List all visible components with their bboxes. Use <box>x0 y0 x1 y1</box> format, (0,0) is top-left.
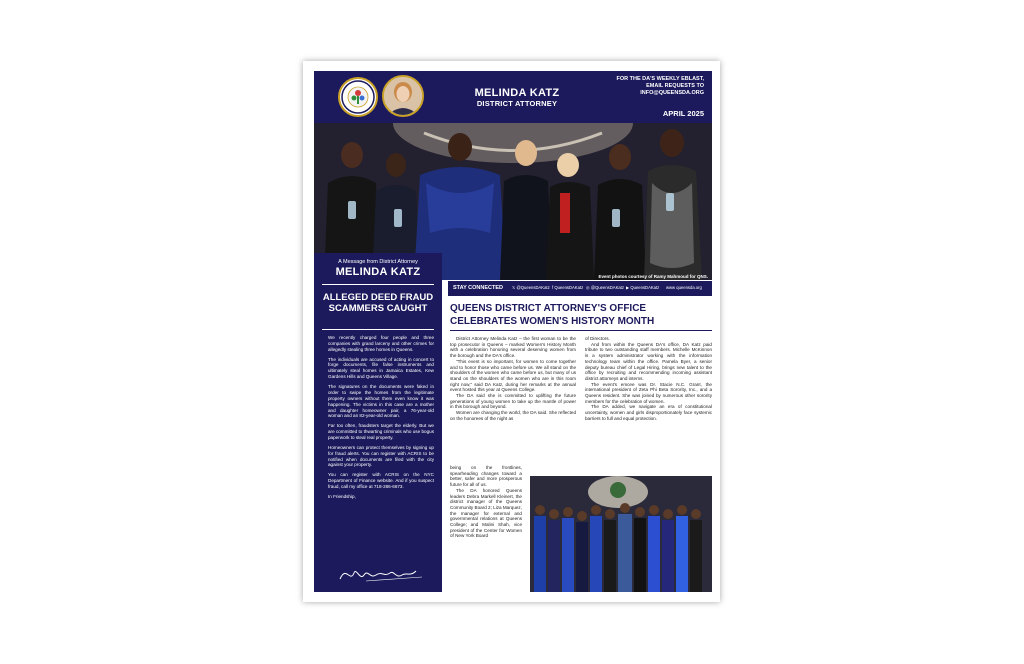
youtube-link[interactable]: ▶ QueensDAKatz <box>626 285 660 290</box>
article-paragraph: The DA honored Queens leaders Debra Markell Kleinert, the district manager of the Queens Community Board 2; Liza Marquez, the manager for external and governmental relations at Queens College; and Malini Shah, vice president of the Center for Women of New York Board <box>450 487 522 539</box>
stay-connected-bar <box>448 281 712 296</box>
photo-credit: Event photos courtesy of Ramy Mahmoud for QNS. <box>598 274 708 279</box>
message-paragraph: Far too often, fraudsters target the elderly. But we are committed to thwarting criminals who use bogus paperwork to steal real property. <box>328 423 434 440</box>
header-name: MELINDA KATZ <box>474 87 560 99</box>
article-column-1 <box>450 336 576 422</box>
article-paragraph: "This event is so important, for women to come together and to honor those who came before us. We all stand on the shoulders of the women who came before us, but many of us stand on the shoulders of the women who are in this room right now," said DA Katz, during her remarks at the annual event hosted this year at Queens College. <box>450 358 576 393</box>
article-paragraph: being on the frontlines, spearheading changes toward a better, safer and more prosperous future for all of us. <box>450 465 522 488</box>
x-icon: 𝕏 <box>512 285 517 290</box>
divider <box>322 284 434 285</box>
message-kicker: A Message from District Attorney <box>338 259 418 265</box>
message-body <box>328 335 434 503</box>
message-paragraph: You can register with ACRIS on the NYC Department of Finance website. And if you suspect fraud, call my office at 718-286-6673. <box>328 472 434 489</box>
website-link[interactable]: www queensda.org <box>666 285 702 290</box>
header-note-line: EMAIL REQUESTS TO <box>646 83 704 89</box>
message-signoff: In Friendship, <box>328 493 356 499</box>
message-paragraph: Homeowners can protect themselves by signing up for fraud alerts. You can register with ACRIS to be notified when documents are filed with the city against your property. <box>328 444 434 468</box>
article-paragraph: District Attorney Melinda Katz – the first woman to be the top prosecutor in Queens – marked Women's History Month with a celebration honoring several deserving women from the borough and the DA's office. <box>450 336 576 359</box>
article-headline <box>450 303 712 328</box>
article-column-1-continued <box>450 465 522 539</box>
article-headline-line: CELEBRATES WOMEN'S HISTORY MONTH <box>450 315 655 327</box>
article-paragraph: The DA added, we navigate an era of constitutional uncertainty, women and girls disproportionately face systemic barriers to full and equal protection. <box>585 404 712 421</box>
message-paragraph: We recently charged four people and three companies with grand larceny and other crimes for allegedly stealing three homes in Queens. <box>328 335 434 352</box>
web-icon: www <box>666 285 677 290</box>
instagram-link[interactable]: ◎ @QueensDAKatz <box>586 285 624 290</box>
article-headline-line: QUEENS DISTRICT ATTORNEY'S OFFICE <box>450 303 647 314</box>
message-paragraph: The signatures on the documents were faked in order to swipe the homes from the legitimate property owners without them even know it was happening. The victims in this case are a mother and daughter homeowner pair, a 76-year-old woman and an 82-year-old woman. <box>328 383 434 419</box>
article-paragraph: And from within the Queens DA's office, DA Katz paid tribute to two outstanding staff members. Michelle McKinnon is a system administrator working with the information technology team within the office. Pamela Byer, a senior deputy bureau chief of Legal Hiring, brings new talent to the office by recruiting and recommending incoming assistant district attorneys and interns. <box>585 341 712 381</box>
stay-connected-label: STAY CONNECTED <box>453 285 504 291</box>
newsletter-header <box>314 71 712 123</box>
da-portrait-photo <box>382 75 424 117</box>
da-seal-logo <box>338 77 378 117</box>
group-photo-sorority <box>530 476 712 592</box>
facebook-icon: f <box>552 285 555 290</box>
x-twitter-link[interactable]: 𝕏 @QueensDAKatz <box>512 285 550 290</box>
article-paragraph: The DA said she is committed to uplifting the future generations of young women to take up the mantle of power in this borough and beyond. <box>450 393 576 410</box>
header-email-note <box>584 76 704 97</box>
message-headline: ALLEGED DEED FRAUD SCAMMERS CAUGHT <box>322 292 434 314</box>
article-paragraph: The event's emcee was Dr. Stacie N.C. Grant, the international president of Zeta Phi Beta Sorority, Inc., and a Queens resident. She was joined by numerous other sorority members for the celebration of women. <box>585 381 712 404</box>
divider <box>322 329 434 330</box>
message-paragraph: The individuals are accused of acting in concert to forge documents, file false instruments and ultimately steal homes in Jamaica Estates, Kew Gardens Hills and Queens Village. <box>328 356 434 380</box>
da-message-box <box>314 253 442 592</box>
instagram-icon: ◎ <box>586 285 591 290</box>
article-column-2 <box>585 336 712 422</box>
header-title: DISTRICT ATTORNEY <box>476 99 558 108</box>
message-name: MELINDA KATZ <box>335 266 421 278</box>
facebook-link[interactable]: f QueensDAKatz <box>552 285 584 290</box>
header-note-line: FOR THE DA'S WEEKLY EBLAST, <box>616 76 704 82</box>
article-paragraph: Women are changing the world, the DA said. She reflected on the honorees of the night as <box>450 410 576 421</box>
article-paragraph: of Directors. <box>585 336 610 341</box>
header-note-email[interactable]: INFO@QUEENSDA.ORG <box>640 90 704 96</box>
article-rule <box>450 330 712 331</box>
youtube-icon: ▶ <box>626 285 631 290</box>
issue-date: APRIL 2025 <box>662 109 704 118</box>
signature-image <box>336 563 426 585</box>
